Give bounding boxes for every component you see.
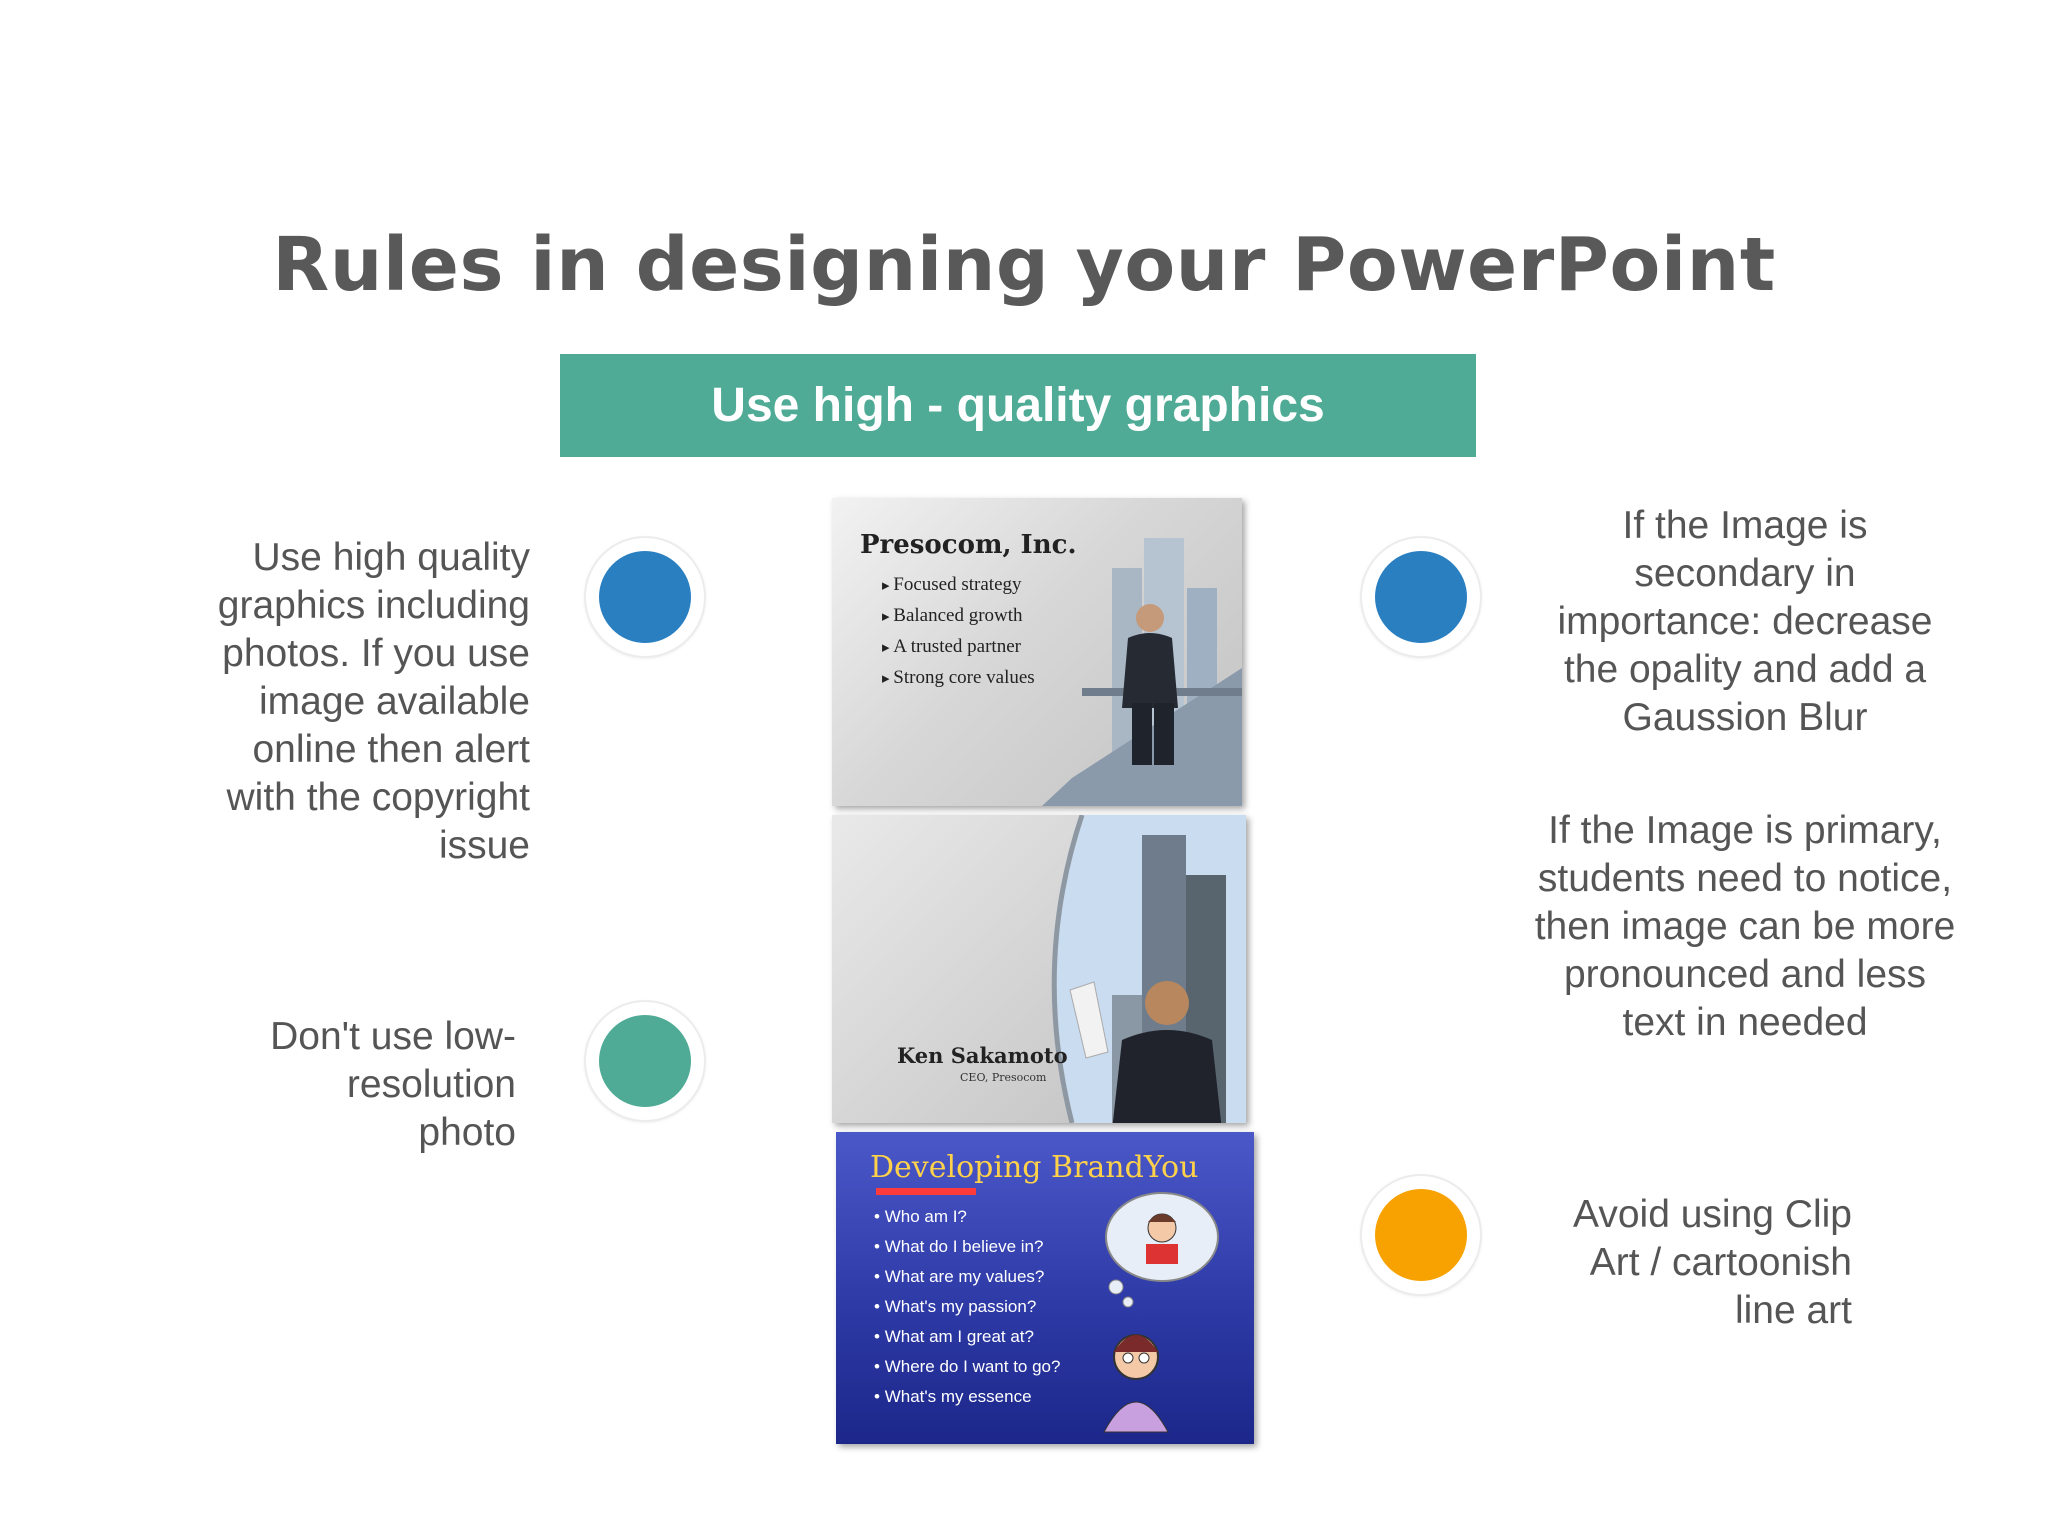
- blue-dot-icon: [1362, 538, 1480, 656]
- slide-bullet: • What are my values?: [874, 1262, 1060, 1292]
- slide-title: Developing BrandYou: [870, 1150, 1199, 1185]
- right-bottom-text: Avoid using Clip Art / cartoonish line art: [1573, 1193, 1852, 1332]
- slide-bullet: • What do I believe in?: [874, 1232, 1060, 1262]
- right-middle-text: If the Image is primary, students need to notice, then image can be more pronounced and less text in needed: [1534, 809, 1956, 1044]
- slide-bullet: • What am I great at?: [874, 1322, 1060, 1352]
- right-top-text: If the Image is secondary in importance: decrease the opality and add a Gaussion Blur: [1557, 504, 1933, 739]
- blue-dot-icon: [586, 538, 704, 656]
- slide-bullet: • What's my passion?: [874, 1292, 1060, 1322]
- orange-dot-icon: [1362, 1176, 1480, 1294]
- slide-bullet: • Who am I?: [874, 1202, 1060, 1232]
- slide-thumbnail-presocom: [832, 498, 1242, 806]
- left-bottom-text: Don't use low-resolution photo: [270, 1015, 516, 1154]
- slide-bullet: • Where do I want to go?: [874, 1352, 1060, 1382]
- section-banner: Use high - quality graphics: [560, 354, 1476, 457]
- slide-name: Ken Sakamoto: [897, 1043, 1068, 1068]
- slide-bullet: ▸ Strong core values: [882, 663, 1035, 694]
- slide-title: Presocom, Inc.: [860, 530, 1077, 560]
- page-title: Rules in designing your PowerPoint: [272, 222, 1776, 308]
- green-dot-icon: [586, 1002, 704, 1120]
- slide-bullet: ▸ Focused strategy: [882, 570, 1035, 601]
- left-top-text: Use high quality graphics including photos. If you use image available online then alert with the copyright issue: [217, 536, 530, 867]
- slide-bullet: • What's my essence: [874, 1382, 1060, 1412]
- slide-role: CEO, Presocom: [960, 1071, 1047, 1084]
- slide-thumbnail-ceo: [832, 815, 1246, 1123]
- slide-bullet: ▸ A trusted partner: [882, 632, 1035, 663]
- cartoon-clipart-icon: [836, 1132, 1254, 1444]
- slide-bullet: ▸ Balanced growth: [882, 601, 1035, 632]
- businessman-photo: [832, 498, 1242, 806]
- slide-thumbnail-clipart: [836, 1132, 1254, 1444]
